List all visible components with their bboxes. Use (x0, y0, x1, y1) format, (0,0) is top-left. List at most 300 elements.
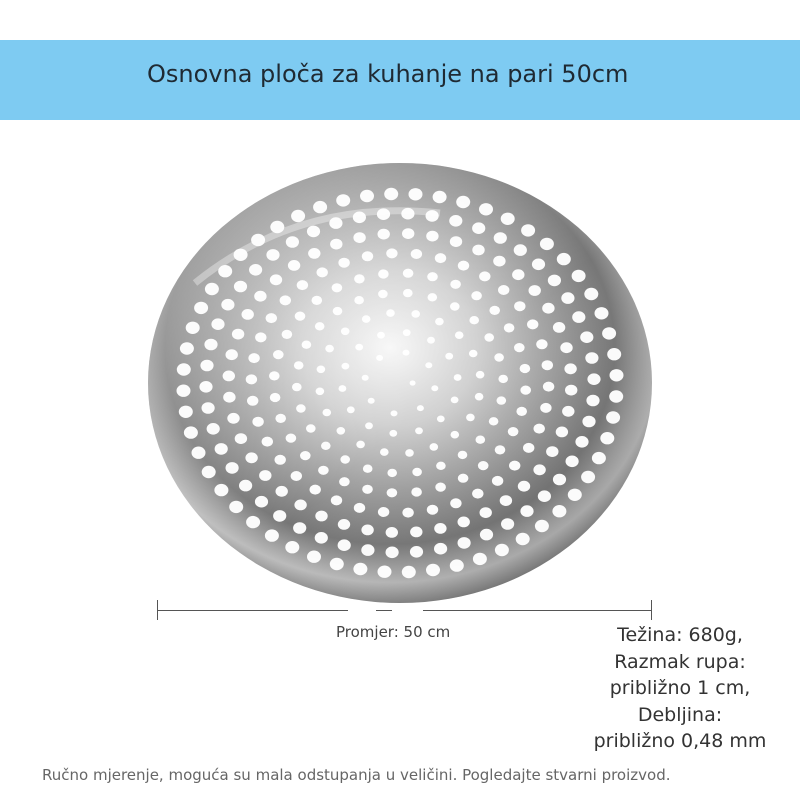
plate-hole (450, 280, 461, 289)
plate-hole (294, 500, 306, 511)
plate-hole (384, 188, 398, 200)
plate-hole (234, 281, 247, 293)
plate-hole (285, 541, 299, 553)
diameter-tick-left (157, 600, 158, 620)
plate-hole (226, 462, 239, 474)
plate-hole (247, 396, 258, 406)
plate-hole (595, 307, 609, 319)
plate-hole (360, 190, 374, 202)
plate-hole (273, 350, 284, 359)
plate-hole (540, 238, 554, 250)
plate-hole (548, 275, 561, 287)
plate-hole (566, 456, 579, 468)
plate-hole (542, 360, 553, 370)
plate-hole (433, 191, 447, 203)
plate-hole (179, 406, 193, 418)
plate-hole (239, 480, 252, 492)
plate-hole (543, 382, 554, 392)
plate-hole (245, 452, 257, 463)
plate-hole (514, 301, 525, 311)
plate-hole (266, 249, 279, 261)
plate-hole (431, 385, 438, 391)
plate-hole (471, 291, 482, 300)
plate-hole (546, 446, 558, 457)
plate-hole (246, 374, 257, 384)
plate-hole (478, 461, 489, 470)
plate-hole (542, 303, 554, 314)
plate-hole (552, 505, 566, 517)
plate-hole (331, 495, 342, 505)
plate-hole (378, 566, 392, 578)
plate-hole (427, 272, 438, 281)
plate-hole (535, 520, 549, 532)
plate-hole (553, 474, 566, 486)
plate-hole (361, 544, 374, 556)
plate-hole (310, 485, 321, 495)
plate-hole (365, 422, 373, 429)
diameter-line-gap (392, 605, 423, 615)
plate-hole (430, 443, 439, 451)
plate-hole (472, 245, 484, 256)
plate-hole (504, 323, 515, 332)
plate-hole (227, 413, 239, 424)
plate-hole (339, 385, 347, 392)
plate-hole (410, 546, 423, 558)
plate-hole (318, 466, 329, 475)
plate-hole (489, 417, 499, 425)
plate-hole (580, 331, 593, 343)
plate-hole (607, 348, 621, 360)
plate-hole (469, 316, 479, 324)
plate-hole (533, 464, 545, 475)
plate-hole (523, 443, 534, 453)
plate-hole (214, 484, 228, 496)
plate-hole (199, 381, 212, 393)
plate-hole (415, 427, 423, 434)
plate-hole (270, 274, 282, 285)
spec-hole-spacing-value: približno 1 cm, (609, 677, 751, 699)
plate-hole (427, 505, 438, 515)
plate-hole (527, 319, 538, 329)
plate-hole (557, 253, 571, 265)
plate-hole (403, 350, 410, 356)
plate-hole (300, 451, 311, 460)
plate-hole (317, 267, 328, 277)
plate-hole (280, 295, 291, 305)
plate-hole (353, 232, 365, 243)
plate-hole (354, 274, 365, 283)
plate-hole (362, 485, 373, 494)
plate-hole (248, 353, 259, 363)
plate-hole (403, 329, 411, 336)
plate-hole (458, 537, 471, 549)
plate-hole (234, 249, 248, 261)
plate-hole (368, 398, 375, 404)
plate-hole (450, 559, 464, 571)
plate-hole (518, 481, 530, 492)
plate-hole (581, 471, 595, 483)
plate-hole (403, 269, 414, 278)
plate-hole (275, 455, 286, 465)
plate-hole (560, 342, 572, 353)
plate-hole (315, 511, 327, 522)
plate-hole (520, 505, 533, 517)
plate-hole (377, 208, 390, 220)
plate-hole (572, 270, 586, 282)
plate-hole (411, 487, 422, 496)
plate-hole (610, 369, 624, 381)
plate-hole (561, 292, 574, 304)
plate-hole (337, 427, 346, 435)
plate-hole (472, 222, 485, 234)
plate-hole (492, 476, 503, 486)
plate-hole (389, 430, 397, 437)
plate-hole (454, 374, 462, 381)
plate-hole (338, 519, 350, 530)
plate-hole (387, 469, 397, 477)
plate-hole (255, 496, 268, 508)
plate-hole (564, 363, 576, 374)
plate-hole (361, 525, 373, 536)
plate-hole (329, 217, 342, 229)
plate-hole (584, 288, 598, 300)
plate-hole (246, 516, 260, 528)
plate-hole (403, 289, 413, 297)
plate-hole (480, 529, 493, 541)
diameter-tick-right (651, 600, 652, 620)
plate-hole (291, 210, 305, 222)
spec-block (570, 622, 790, 755)
plate-hole (466, 414, 475, 422)
plate-hole (512, 269, 524, 280)
plate-hole (401, 208, 414, 220)
plate-hole (592, 452, 606, 464)
plate-hole (480, 507, 492, 518)
plate-hole (409, 188, 423, 200)
plate-hole (536, 339, 547, 349)
plate-hole (347, 406, 355, 413)
plate-hole (445, 353, 453, 360)
plate-hole (321, 442, 331, 450)
plate-hole (450, 236, 462, 247)
plate-hole (521, 224, 535, 236)
plate-hole (458, 517, 470, 528)
plate-hole (495, 544, 509, 556)
plate-hole (336, 194, 350, 206)
plate-hole (585, 352, 598, 364)
spec-weight: Težina: 680g, (617, 624, 743, 646)
plate-hole (204, 339, 217, 351)
plate-hole (307, 226, 320, 238)
plate-hole (325, 345, 334, 353)
plate-hole (275, 414, 286, 423)
plate-hole (495, 445, 506, 454)
spec-thickness-value: približno 0,48 mm (593, 730, 767, 752)
plate-hole (194, 302, 208, 314)
plate-hole (312, 296, 323, 305)
plate-hole (484, 333, 494, 341)
plate-hole (501, 213, 515, 225)
plate-hole (405, 449, 414, 457)
plate-hole (498, 285, 509, 295)
plate-hole (426, 231, 438, 242)
plate-hole (426, 564, 440, 576)
plate-hole (306, 424, 316, 432)
plate-hole (540, 403, 551, 413)
plate-hole (437, 416, 445, 423)
plate-hole (556, 427, 568, 438)
plate-hole (575, 436, 588, 448)
plate-hole (476, 436, 486, 444)
plate-hole (378, 507, 389, 517)
plate-hole (177, 385, 191, 397)
plate-hole (498, 375, 508, 383)
plate-hole (509, 461, 520, 471)
plate-hole (315, 532, 328, 544)
plate-hole (353, 212, 366, 224)
plate-hole (362, 375, 369, 381)
plate-hole (276, 486, 288, 497)
plate-hole (291, 471, 302, 481)
plate-hole (386, 527, 398, 538)
plate-hole (282, 330, 293, 339)
plate-hole (402, 508, 413, 518)
plate-hole (330, 558, 344, 570)
plate-hole (223, 392, 235, 403)
plate-hole (514, 244, 527, 256)
plate-hole (200, 360, 213, 372)
plate-hole (339, 477, 350, 486)
plate-hole (473, 553, 487, 565)
plate-hole (508, 427, 519, 436)
plate-hole (402, 228, 414, 239)
plate-hole (493, 256, 505, 267)
plate-hole (501, 518, 514, 530)
plate-hole (386, 309, 395, 317)
plate-hole (315, 322, 325, 330)
plate-hole (255, 332, 266, 342)
plate-hole (270, 393, 281, 402)
diameter-line-gap (348, 605, 376, 615)
plate-hole (435, 253, 446, 263)
plate-hole (353, 563, 367, 575)
plate-hole (451, 397, 459, 404)
plate-hole (376, 355, 383, 361)
plate-hole (342, 363, 350, 370)
plate-hole (450, 498, 461, 508)
plate-hole (202, 466, 216, 478)
plate-hole (386, 547, 399, 559)
plate-hole (333, 307, 343, 315)
plate-hole (186, 322, 200, 334)
plate-hole (252, 417, 263, 427)
plate-hole (435, 318, 444, 326)
plate-hole (449, 215, 462, 227)
product-image (140, 158, 660, 608)
plate-hole (330, 239, 342, 250)
spec-thickness-label: Debljina: (637, 703, 723, 726)
plate-hole (235, 433, 247, 444)
plate-hole (469, 350, 478, 358)
plate-hole (251, 234, 265, 246)
plate-hole (356, 441, 365, 449)
plate-hole (606, 411, 620, 423)
diameter-label: Promjer: 50 cm (336, 623, 451, 641)
plate-hole (412, 468, 422, 476)
plate-hole (529, 285, 541, 296)
plate-hole (232, 329, 244, 340)
plate-hole (297, 280, 308, 290)
plate-hole (434, 523, 446, 534)
plate-hole (538, 490, 551, 502)
plate-hole (296, 404, 306, 412)
plate-hole (602, 327, 616, 339)
spec-hole-spacing-label: Razmak rupa: (614, 650, 746, 673)
plate-hole (313, 201, 327, 213)
plate-hole (410, 527, 422, 538)
plate-hole (286, 434, 297, 443)
plate-hole (295, 312, 306, 321)
plate-hole (516, 407, 527, 416)
plate-hole (354, 503, 365, 513)
plate-hole (340, 455, 350, 463)
plate-hole (254, 291, 266, 302)
plate-hole (362, 315, 371, 323)
plate-hole (451, 431, 460, 439)
plate-hole (568, 489, 582, 501)
plate-hole (205, 283, 219, 295)
plate-hole (475, 393, 484, 401)
plate-hole (450, 302, 460, 310)
plate-hole (184, 426, 198, 438)
plate-hole (302, 341, 312, 349)
plate-hole (494, 232, 507, 244)
plate-hole (386, 248, 397, 258)
plate-hole (387, 488, 398, 497)
plate-hole (192, 447, 206, 459)
plate-hole (426, 210, 439, 222)
plate-hole (553, 322, 565, 333)
plate-hole (565, 385, 577, 396)
plate-hole (307, 551, 321, 563)
plate-hole (479, 271, 490, 281)
plate-hole (341, 328, 350, 336)
plate-hole (378, 290, 388, 298)
plate-hole (355, 344, 363, 351)
plate-hole (211, 318, 224, 330)
plate-hole (458, 474, 469, 483)
plate-hole (202, 402, 215, 414)
plate-hole (497, 396, 507, 404)
plate-hole (582, 416, 595, 428)
plate-hole (380, 448, 389, 456)
plate-hole (362, 251, 373, 261)
plate-hole (338, 258, 349, 268)
plate-hole (427, 337, 435, 344)
plate-hole (363, 465, 373, 473)
plate-hole (259, 470, 271, 481)
plate-hole (265, 529, 279, 541)
plate-hole (270, 221, 284, 233)
product-title: Osnovna ploča za kuhanje na pari 50cm (147, 60, 629, 88)
plate-hole (402, 566, 416, 578)
plate-hole (500, 495, 512, 506)
plate-hole (223, 371, 235, 382)
plate-hole (215, 443, 228, 455)
plate-hole (316, 388, 325, 396)
plate-hole (269, 371, 280, 380)
plate-hole (456, 196, 470, 208)
plate-hole (317, 366, 326, 374)
plate-hole (207, 423, 220, 435)
plate-hole (391, 410, 398, 416)
plate-hole (378, 229, 390, 240)
plate-hole (562, 406, 574, 417)
perforated-plate-illustration (140, 158, 660, 608)
plate-hole (294, 361, 304, 369)
plate-hole (180, 342, 194, 354)
plate-hole (458, 261, 469, 271)
plate-hole (425, 362, 432, 368)
plate-hole (242, 309, 254, 320)
plate-hole (587, 373, 600, 385)
plate-shine (148, 163, 652, 603)
plate-hole (292, 383, 302, 391)
plate-hole (494, 353, 504, 361)
plate-hole (308, 248, 320, 259)
plate-hole (288, 260, 300, 271)
plate-hole (472, 489, 483, 499)
plate-hole (520, 364, 531, 373)
plate-hole (572, 311, 585, 323)
plate-hole (332, 283, 343, 292)
plate-hole (532, 259, 545, 271)
plate-hole (226, 349, 238, 360)
plate-hole (221, 299, 234, 311)
plate-hole (411, 249, 422, 259)
plate-hole (428, 293, 438, 301)
plate-hole (266, 313, 277, 323)
plate-hole (586, 395, 599, 407)
plate-hole (249, 264, 262, 276)
plate-hole (476, 371, 485, 379)
plate-hole (417, 405, 424, 411)
plate-hole (338, 539, 351, 551)
plate-hole (455, 331, 464, 339)
plate-hole (534, 424, 545, 434)
plate-hole (323, 409, 332, 417)
plate-hole (458, 451, 468, 459)
plate-hole (378, 269, 389, 278)
plate-hole (435, 483, 446, 492)
plate-hole (600, 432, 614, 444)
plate-hole (479, 203, 493, 215)
plate-hole (436, 462, 446, 470)
plate-hole (273, 510, 286, 522)
plate-hole (354, 296, 364, 304)
plate-hole (520, 386, 531, 395)
plate-hole (489, 306, 500, 315)
plate-hole (262, 437, 273, 447)
plate-hole (293, 522, 306, 534)
plate-hole (177, 363, 191, 375)
plate-hole (286, 236, 299, 248)
plate-hole (411, 310, 420, 318)
measurement-disclaimer: Ručno mjerenje, moguća su mala odstupanja u veličini. Pogledajte stvarni proizvod. (42, 766, 671, 784)
plate-hole (377, 332, 385, 339)
plate-hole (410, 380, 416, 385)
plate-hole (516, 533, 530, 545)
